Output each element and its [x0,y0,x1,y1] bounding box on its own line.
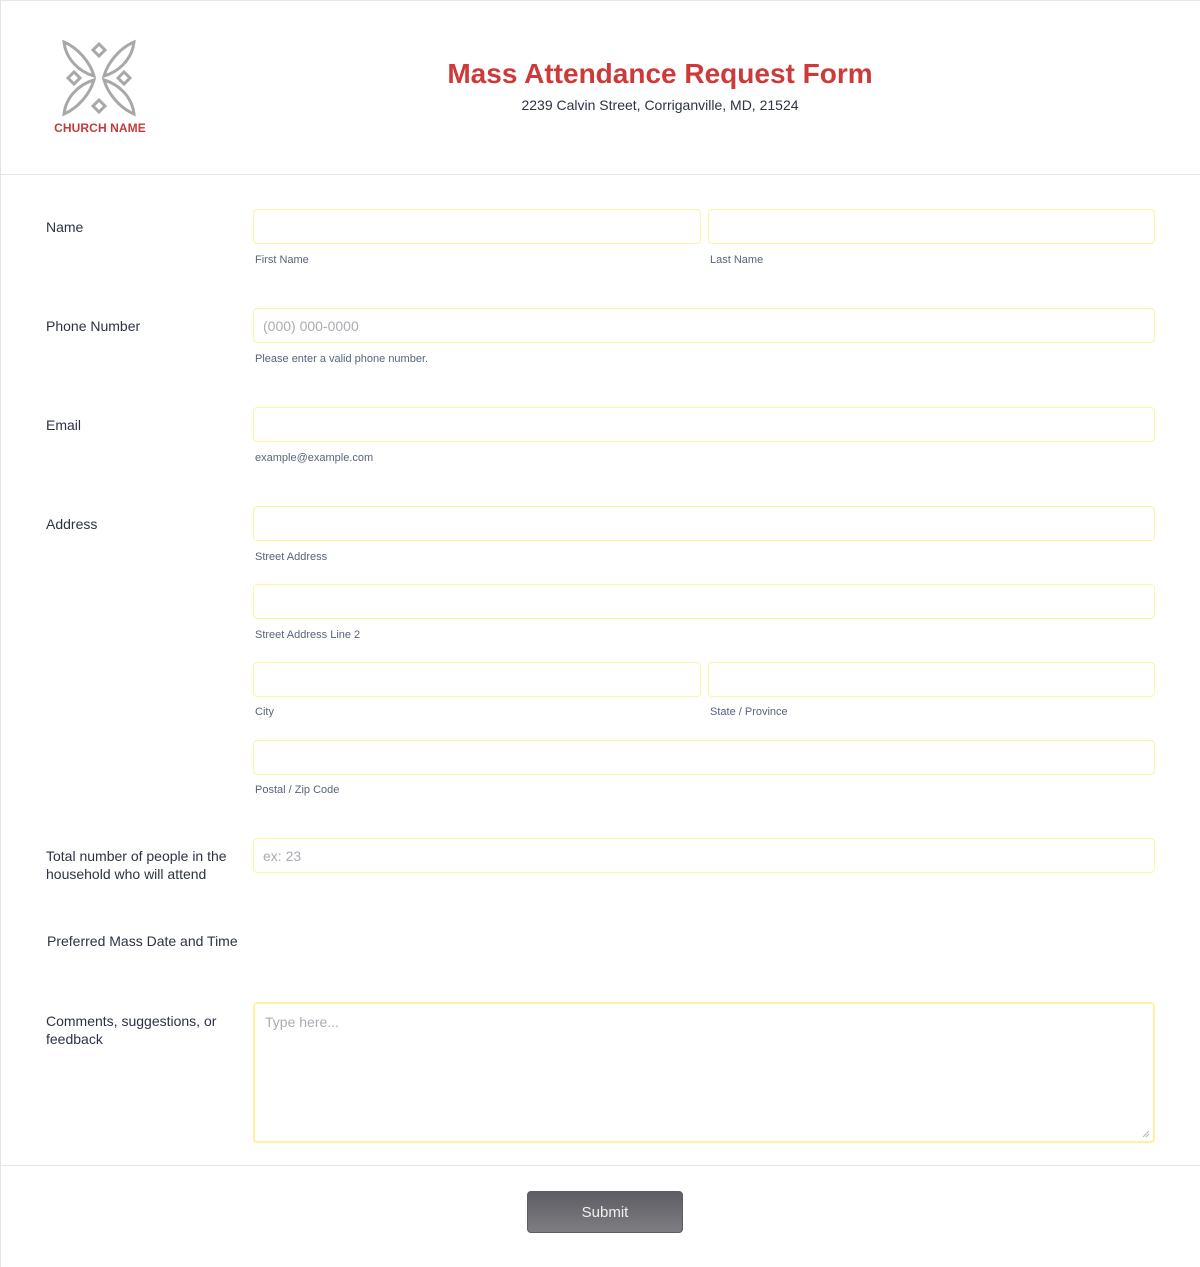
comments-label-line1: Comments, suggestions, or [46,1013,217,1029]
street-address-input[interactable] [253,506,1155,541]
phone-sublabel: Please enter a valid phone number. [255,353,429,365]
comments-textarea[interactable] [253,1002,1155,1143]
household-label [46,847,227,883]
submit-button[interactable]: Submit [527,1191,683,1233]
street-address-line2-input[interactable] [253,584,1155,619]
comments-label-line2: feedback [46,1031,103,1047]
last-name-sublabel: Last Name [710,254,764,266]
church-name-text: CHURCH NAME [54,121,146,135]
name-label: Name [46,219,84,235]
household-label-line2: household who will attend [46,866,207,882]
street-address-sublabel: Street Address [255,551,328,563]
state-sublabel: State / Province [710,706,788,718]
mass-datetime-label: Preferred Mass Date and Time [47,933,238,949]
first-name-input[interactable] [253,209,701,244]
email-input[interactable] [253,407,1155,442]
zip-input[interactable] [253,740,1155,775]
page-title: Mass Attendance Request Form [447,58,873,89]
church-logo [52,38,148,138]
address-label: Address [46,516,98,532]
first-name-sublabel: First Name [255,254,309,266]
resize-grip-icon[interactable] [1142,1130,1150,1138]
last-name-input[interactable] [708,209,1155,244]
footer-divider [0,1165,1200,1166]
household-label-line1: Total number of people in the [46,848,227,864]
city-sublabel: City [255,706,274,718]
household-count-input[interactable] [253,838,1155,873]
state-input[interactable] [708,662,1155,697]
street-address-line2-sublabel: Street Address Line 2 [255,629,361,641]
comments-label [46,1012,216,1048]
form-header [0,0,1200,175]
email-sublabel: example@example.com [255,452,374,464]
page-subtitle: 2239 Calvin Street, Corriganville, MD, 21524 [521,97,799,113]
phone-input[interactable] [253,308,1155,343]
phone-label: Phone Number [46,318,141,334]
email-label: Email [46,417,82,433]
zip-sublabel: Postal / Zip Code [255,784,340,796]
church-logo-icon [56,38,142,118]
city-input[interactable] [253,662,701,697]
